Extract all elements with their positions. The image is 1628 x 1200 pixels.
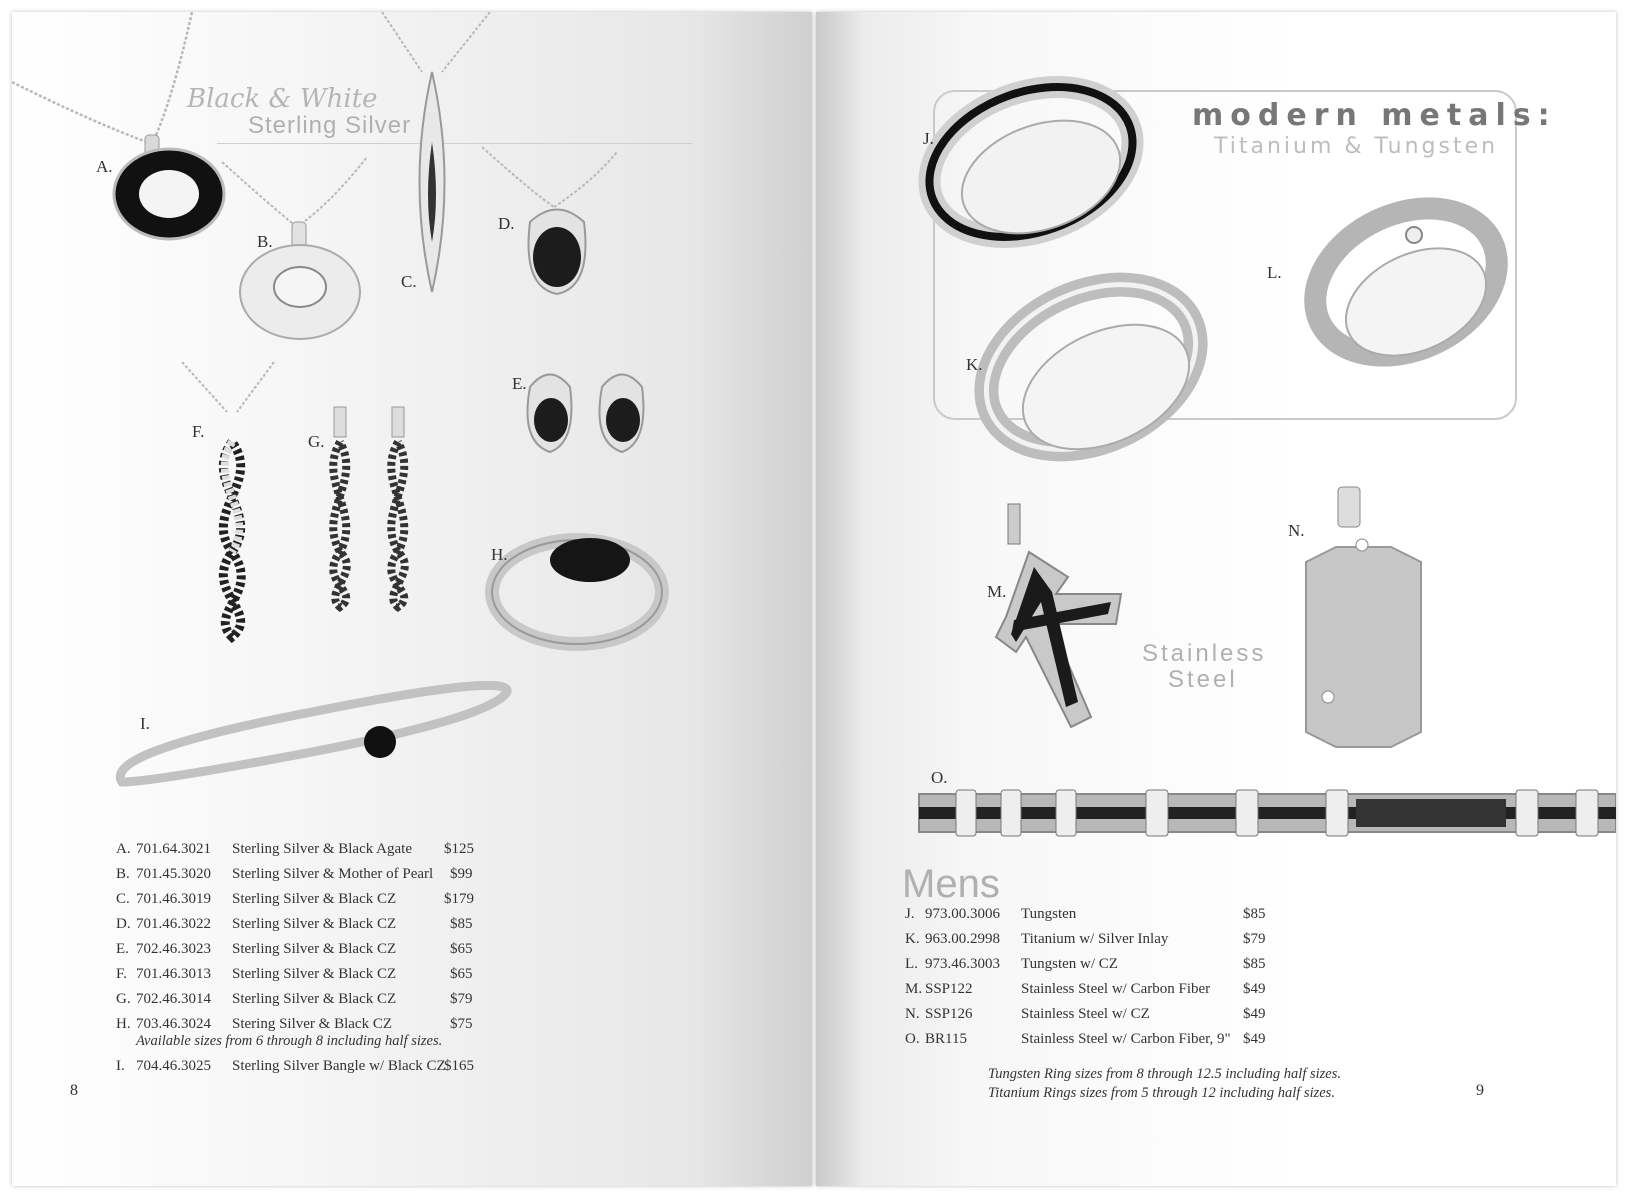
- item-letter: E.: [512, 374, 527, 393]
- item-letter: O.: [931, 768, 948, 787]
- item-letter: N.: [1288, 521, 1305, 540]
- ring-size-note-tungsten: Tungsten Ring sizes from 8 through 12.5 including half sizes.: [988, 1066, 1341, 1082]
- item-letter: I.: [140, 714, 150, 733]
- item-letter: M.: [987, 582, 1007, 601]
- item-letter: F.: [192, 422, 205, 441]
- item-letter: G.: [308, 432, 325, 451]
- section-title: Mens: [902, 862, 1000, 906]
- stainless-label-line1: Stainless: [1142, 640, 1267, 667]
- catalog-page-right: modern metals: Titanium & Tungsten Stainless Steel J. K. L. M. N. O. Mens J. 973.00.3006 Tungsten $85 K. 963.00.2998 Titanium w/ Silver Inlay $79 L. 973.46.3003 Tungsten w/ CZ $85 M. SSP122 Stainless Steel w/ Carbon Fiber $49 N. SSP126 Stainless Steel w/ CZ $49 O. BR115 Stainless Steel w/ Carbon Fiber, 9" $49 Tungsten Ring sizes from 8 through 12.5 including half sizes. Titanium Rings sizes from 5 through 12 including half sizes. 9: [816, 12, 1616, 1186]
- item-letter: C.: [401, 272, 417, 291]
- item-letter: L.: [1267, 263, 1282, 282]
- item-letter: D.: [498, 214, 515, 233]
- ring-size-note-titanium: Titanium Rings sizes from 5 through 12 including half sizes.: [988, 1085, 1335, 1101]
- catalog-page-left: Black & White Sterling Silver A. B. C. D. E. F. G. H. I. A. 701.64.3021 Sterling Silver & Black Agate $125 B. 701.45.3020 Sterling Silver & Mother of Pearl $99 C. 701.46.3019 Sterling Silver & Black CZ $179 D. 701.46.3022 Sterling Silver & Black CZ $85 E. 702.46.3023 Sterling Silver & Black CZ $65 F. 701.46.3013 Sterling Silver & Black CZ $65 G. 702.46.3014 Sterling Silver & Black CZ $79 H. 703.46.3024 Stering Silver & Black CZ $75 Available sizes from 6 through 8 including half sizes. I. 704.46.3025 Sterling Silver Bangle w/ Black CZ $165 8: [12, 12, 812, 1186]
- item-letter: A.: [96, 157, 113, 176]
- heading-script: Black & White: [187, 84, 378, 114]
- item-letter: B.: [257, 232, 273, 251]
- page-number: 8: [70, 1082, 78, 1099]
- item-letter: H.: [491, 545, 508, 564]
- heading-sub: Sterling Silver: [248, 112, 412, 139]
- stainless-label-line2: Steel: [1168, 666, 1238, 693]
- bangle-i-image: [12, 12, 812, 1152]
- heading-titanium-tungsten: Titanium & Tungsten: [1214, 134, 1499, 159]
- item-letter: J.: [923, 129, 934, 148]
- ring-size-note: Available sizes from 6 through 8 including half sizes.: [136, 1033, 443, 1049]
- item-letter: K.: [966, 355, 983, 374]
- heading-modern-metals: modern metals:: [1192, 98, 1557, 133]
- page-number: 9: [1476, 1082, 1484, 1099]
